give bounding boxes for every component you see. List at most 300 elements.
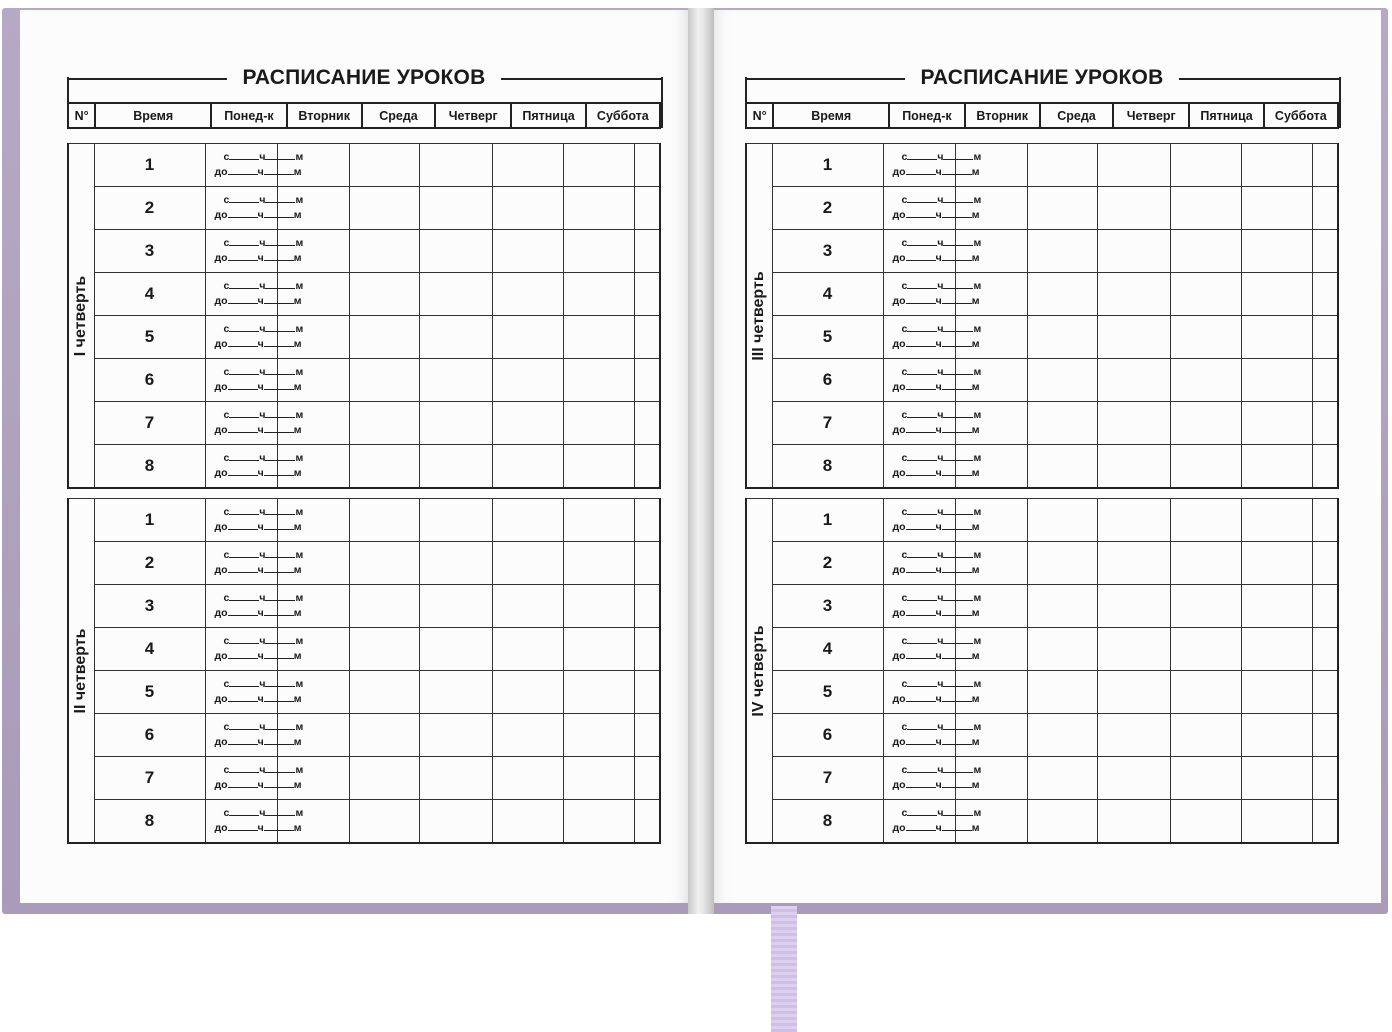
lesson-row: [746, 542, 1338, 585]
day-cell[interactable]: [563, 585, 634, 628]
blank-line: [907, 806, 937, 816]
day-cell[interactable]: [492, 585, 563, 628]
day-cell[interactable]: [1312, 273, 1338, 316]
time-cell[interactable]: [883, 499, 982, 542]
hour-label: ч: [259, 366, 266, 378]
blank-line: [264, 208, 294, 218]
time-from-line: [884, 505, 982, 520]
from-label: с: [223, 592, 230, 604]
lesson-number: 6: [772, 714, 883, 757]
time-cell[interactable]: [883, 628, 982, 671]
day-cell[interactable]: [563, 499, 634, 542]
from-label: с: [901, 764, 908, 776]
day-cell[interactable]: [563, 542, 634, 585]
time-cell[interactable]: [883, 316, 982, 359]
day-cell[interactable]: [1027, 187, 1097, 230]
day-cell[interactable]: [1312, 628, 1338, 671]
day-cell[interactable]: [1027, 714, 1097, 757]
minute-label: м: [973, 452, 982, 464]
day-cell[interactable]: [1097, 144, 1170, 187]
to-label: до: [892, 295, 906, 307]
day-cell[interactable]: [1027, 316, 1097, 359]
from-label: с: [901, 323, 908, 335]
column-header: Вторник: [287, 103, 362, 128]
day-cell[interactable]: [349, 316, 419, 359]
time-cell[interactable]: [205, 800, 304, 844]
day-cell[interactable]: [634, 542, 660, 585]
time-from-line: [206, 548, 304, 563]
day-cell[interactable]: [1241, 359, 1312, 402]
blank-line: [943, 150, 973, 160]
blank-line: [265, 763, 295, 773]
day-cell[interactable]: [1170, 187, 1241, 230]
day-cell[interactable]: [1097, 230, 1170, 273]
time-to-line: [884, 692, 980, 707]
lesson-number: 2: [772, 542, 883, 585]
lesson-row: [68, 800, 660, 844]
day-cell[interactable]: [1097, 273, 1170, 316]
day-cell[interactable]: [1241, 316, 1312, 359]
blank-line: [264, 520, 294, 530]
day-cell[interactable]: [1241, 230, 1312, 273]
blank-line: [942, 466, 972, 476]
day-cell[interactable]: [563, 230, 634, 273]
hour-label: ч: [257, 338, 264, 350]
day-cell[interactable]: [1097, 542, 1170, 585]
day-cell[interactable]: [492, 800, 563, 844]
day-cell[interactable]: [492, 359, 563, 402]
day-cell[interactable]: [349, 671, 419, 714]
minute-label: м: [295, 721, 304, 733]
blank-line: [229, 677, 259, 687]
blank-line: [265, 548, 295, 558]
time-cell[interactable]: [883, 359, 982, 402]
lesson-number: 5: [94, 316, 205, 359]
day-cell[interactable]: [1170, 402, 1241, 445]
blank-line: [265, 591, 295, 601]
day-cell[interactable]: [1097, 585, 1170, 628]
day-cell[interactable]: [1027, 230, 1097, 273]
time-cell[interactable]: [883, 445, 982, 489]
day-cell[interactable]: [563, 316, 634, 359]
lesson-number: 6: [94, 359, 205, 402]
blank-line: [906, 821, 936, 831]
quarter-label-cell: [68, 144, 94, 489]
day-cell[interactable]: [419, 499, 492, 542]
day-cell[interactable]: [634, 757, 660, 800]
blank-line: [906, 380, 936, 390]
blank-line: [228, 251, 258, 261]
day-cell[interactable]: [1027, 445, 1097, 489]
column-header: Суббота: [586, 103, 660, 128]
day-cell[interactable]: [349, 273, 419, 316]
day-cell[interactable]: [1170, 144, 1241, 187]
day-cell[interactable]: [349, 144, 419, 187]
day-cell[interactable]: [1170, 714, 1241, 757]
to-label: до: [892, 338, 906, 350]
hour-label: ч: [259, 452, 266, 464]
day-cell[interactable]: [349, 499, 419, 542]
blank-line: [906, 563, 936, 573]
time-from-line: [884, 548, 982, 563]
day-cell[interactable]: [1241, 628, 1312, 671]
day-cell[interactable]: [1312, 542, 1338, 585]
day-cell[interactable]: [1170, 316, 1241, 359]
time-cell[interactable]: [883, 800, 982, 844]
day-cell[interactable]: [1170, 499, 1241, 542]
lesson-number: 4: [772, 628, 883, 671]
blank-line: [229, 279, 259, 289]
minute-label: м: [293, 521, 302, 533]
day-cell[interactable]: [349, 800, 419, 844]
day-cell[interactable]: [1312, 499, 1338, 542]
minute-label: м: [973, 366, 982, 378]
to-label: до: [214, 209, 228, 221]
lesson-number: 5: [772, 671, 883, 714]
day-cell[interactable]: [1312, 671, 1338, 714]
day-cell[interactable]: [1027, 800, 1097, 844]
day-cell[interactable]: [1241, 800, 1312, 844]
day-cell[interactable]: [1312, 187, 1338, 230]
day-cell[interactable]: [1241, 542, 1312, 585]
time-from-line: [206, 150, 304, 165]
day-cell[interactable]: [1097, 714, 1170, 757]
time-from-line: [206, 408, 304, 423]
day-cell[interactable]: [492, 187, 563, 230]
day-cell[interactable]: [419, 144, 492, 187]
lesson-row: [746, 230, 1338, 273]
hour-label: ч: [935, 252, 942, 264]
blank-line: [265, 720, 295, 730]
blank-line: [228, 692, 258, 702]
day-cell[interactable]: [1027, 273, 1097, 316]
time-to-line: [206, 563, 302, 578]
day-cell[interactable]: [634, 402, 660, 445]
hour-label: ч: [937, 721, 944, 733]
day-cell[interactable]: [1170, 542, 1241, 585]
day-cell[interactable]: [419, 230, 492, 273]
time-from-line: [884, 408, 982, 423]
blank-line: [907, 236, 937, 246]
blank-line: [906, 692, 936, 702]
day-cell[interactable]: [419, 316, 492, 359]
time-to-line: [884, 649, 980, 664]
day-cell[interactable]: [492, 273, 563, 316]
minute-label: м: [293, 650, 302, 662]
from-label: с: [901, 452, 908, 464]
day-cell[interactable]: [1027, 585, 1097, 628]
time-cell[interactable]: [205, 757, 304, 800]
day-cell[interactable]: [1312, 402, 1338, 445]
minute-label: м: [973, 549, 982, 561]
day-cell[interactable]: [563, 671, 634, 714]
minute-label: м: [293, 166, 302, 178]
day-cell[interactable]: [1241, 445, 1312, 489]
day-cell[interactable]: [492, 230, 563, 273]
time-to-line: [884, 337, 980, 352]
day-cell[interactable]: [1027, 402, 1097, 445]
day-cell[interactable]: [1097, 628, 1170, 671]
time-cell[interactable]: [883, 230, 982, 273]
blank-line: [907, 763, 937, 773]
time-cell[interactable]: [883, 187, 982, 230]
lesson-number: 1: [94, 499, 205, 542]
day-cell[interactable]: [419, 628, 492, 671]
from-label: с: [223, 452, 230, 464]
day-cell[interactable]: [1241, 499, 1312, 542]
day-cell[interactable]: [419, 714, 492, 757]
day-cell[interactable]: [1097, 499, 1170, 542]
day-cell[interactable]: [419, 359, 492, 402]
hour-label: ч: [937, 194, 944, 206]
time-cell[interactable]: [883, 402, 982, 445]
time-cell[interactable]: [205, 273, 304, 316]
quarter-label-cell: [746, 499, 772, 844]
day-cell[interactable]: [349, 628, 419, 671]
day-cell[interactable]: [1312, 445, 1338, 489]
day-cell[interactable]: [1170, 273, 1241, 316]
blank-line: [229, 806, 259, 816]
blank-line: [906, 606, 936, 616]
lesson-number: 1: [772, 144, 883, 187]
day-cell[interactable]: [1241, 585, 1312, 628]
day-cell[interactable]: [1312, 757, 1338, 800]
blank-line: [264, 735, 294, 745]
time-cell[interactable]: [205, 187, 304, 230]
minute-label: м: [293, 779, 302, 791]
day-cell[interactable]: [1027, 757, 1097, 800]
day-cell[interactable]: [1170, 585, 1241, 628]
hour-label: ч: [259, 151, 266, 163]
minute-label: м: [293, 295, 302, 307]
day-cell[interactable]: [634, 714, 660, 757]
time-cell[interactable]: [205, 628, 304, 671]
to-label: до: [214, 424, 228, 436]
time-cell[interactable]: [205, 671, 304, 714]
day-cell[interactable]: [419, 273, 492, 316]
day-cell[interactable]: [563, 359, 634, 402]
day-cell[interactable]: [1097, 187, 1170, 230]
day-cell[interactable]: [1312, 585, 1338, 628]
day-cell[interactable]: [1170, 445, 1241, 489]
day-cell[interactable]: [634, 628, 660, 671]
time-to-line: [206, 692, 302, 707]
time-cell[interactable]: [205, 499, 304, 542]
time-cell[interactable]: [205, 585, 304, 628]
blank-line: [942, 778, 972, 788]
hour-label: ч: [259, 592, 266, 604]
time-cell[interactable]: [883, 671, 982, 714]
day-cell[interactable]: [634, 144, 660, 187]
blank-line: [943, 806, 973, 816]
minute-label: м: [973, 764, 982, 776]
time-cell[interactable]: [883, 585, 982, 628]
day-cell[interactable]: [349, 585, 419, 628]
day-cell[interactable]: [1170, 757, 1241, 800]
day-cell[interactable]: [1241, 187, 1312, 230]
day-cell[interactable]: [419, 671, 492, 714]
day-cell[interactable]: [1312, 800, 1338, 844]
day-cell[interactable]: [634, 671, 660, 714]
blank-line: [907, 322, 937, 332]
minute-label: м: [293, 338, 302, 350]
day-cell[interactable]: [492, 499, 563, 542]
time-to-line: [206, 380, 302, 395]
day-cell[interactable]: [419, 757, 492, 800]
day-cell[interactable]: [492, 628, 563, 671]
day-cell[interactable]: [1027, 359, 1097, 402]
minute-label: м: [293, 736, 302, 748]
day-cell[interactable]: [1312, 359, 1338, 402]
day-cell[interactable]: [1027, 499, 1097, 542]
day-cell[interactable]: [1027, 542, 1097, 585]
day-cell[interactable]: [419, 187, 492, 230]
day-cell[interactable]: [492, 445, 563, 489]
day-cell[interactable]: [419, 542, 492, 585]
day-cell[interactable]: [1097, 359, 1170, 402]
time-cell[interactable]: [883, 542, 982, 585]
day-cell[interactable]: [634, 187, 660, 230]
day-cell[interactable]: [1241, 671, 1312, 714]
day-cell[interactable]: [419, 445, 492, 489]
quarter-grid: [745, 498, 1339, 844]
time-to-line: [884, 208, 980, 223]
day-cell[interactable]: [492, 671, 563, 714]
day-cell[interactable]: [634, 359, 660, 402]
day-cell[interactable]: [634, 800, 660, 844]
day-cell[interactable]: [1027, 144, 1097, 187]
day-cell[interactable]: [349, 187, 419, 230]
time-cell[interactable]: [205, 316, 304, 359]
day-cell[interactable]: [563, 714, 634, 757]
time-cell[interactable]: [205, 445, 304, 489]
time-to-line: [206, 423, 302, 438]
lesson-row: [68, 402, 660, 445]
lesson-row: [68, 671, 660, 714]
day-cell[interactable]: [563, 800, 634, 844]
day-cell[interactable]: [563, 628, 634, 671]
day-cell[interactable]: [349, 542, 419, 585]
day-cell[interactable]: [492, 144, 563, 187]
day-cell[interactable]: [1241, 273, 1312, 316]
day-cell[interactable]: [492, 542, 563, 585]
minute-label: м: [295, 323, 304, 335]
hour-label: ч: [257, 650, 264, 662]
day-cell[interactable]: [1027, 628, 1097, 671]
day-cell[interactable]: [563, 445, 634, 489]
day-cell[interactable]: [634, 273, 660, 316]
minute-label: м: [295, 280, 304, 292]
minute-label: м: [295, 592, 304, 604]
day-cell[interactable]: [1097, 402, 1170, 445]
column-header: Четверг: [1113, 103, 1189, 128]
day-cell[interactable]: [349, 359, 419, 402]
day-cell[interactable]: [1312, 230, 1338, 273]
day-cell[interactable]: [349, 445, 419, 489]
day-cell[interactable]: [563, 187, 634, 230]
time-cell[interactable]: [205, 402, 304, 445]
blank-line: [906, 251, 936, 261]
day-cell[interactable]: [563, 273, 634, 316]
day-cell[interactable]: [1097, 757, 1170, 800]
time-cell[interactable]: [883, 273, 982, 316]
time-cell[interactable]: [205, 359, 304, 402]
day-cell[interactable]: [492, 757, 563, 800]
day-cell[interactable]: [634, 316, 660, 359]
day-cell[interactable]: [349, 230, 419, 273]
day-cell[interactable]: [1170, 230, 1241, 273]
day-cell[interactable]: [349, 757, 419, 800]
minute-label: м: [971, 252, 980, 264]
minute-label: м: [295, 151, 304, 163]
time-cell[interactable]: [205, 542, 304, 585]
day-cell[interactable]: [1312, 316, 1338, 359]
day-cell[interactable]: [563, 757, 634, 800]
time-from-line: [206, 677, 304, 692]
day-cell[interactable]: [492, 316, 563, 359]
day-cell[interactable]: [419, 585, 492, 628]
day-cell[interactable]: [1170, 359, 1241, 402]
day-cell[interactable]: [349, 714, 419, 757]
day-cell[interactable]: [492, 714, 563, 757]
day-cell[interactable]: [1170, 628, 1241, 671]
day-cell[interactable]: [1097, 316, 1170, 359]
lesson-row: [746, 359, 1338, 402]
minute-label: м: [295, 678, 304, 690]
time-cell[interactable]: [883, 714, 982, 757]
blank-line: [265, 505, 295, 515]
day-cell[interactable]: [492, 402, 563, 445]
book-spine: [688, 8, 714, 914]
day-cell[interactable]: [1097, 800, 1170, 844]
blank-line: [228, 423, 258, 433]
day-cell[interactable]: [1097, 445, 1170, 489]
day-cell[interactable]: [634, 499, 660, 542]
day-cell[interactable]: [634, 585, 660, 628]
day-cell[interactable]: [634, 230, 660, 273]
day-cell[interactable]: [419, 402, 492, 445]
day-cell[interactable]: [1241, 402, 1312, 445]
day-cell[interactable]: [1312, 714, 1338, 757]
time-cell[interactable]: [883, 144, 982, 187]
day-cell[interactable]: [1170, 671, 1241, 714]
day-cell[interactable]: [1241, 714, 1312, 757]
minute-label: м: [973, 807, 982, 819]
day-cell[interactable]: [563, 402, 634, 445]
column-header: Пятница: [511, 103, 585, 128]
lesson-number: 7: [94, 402, 205, 445]
day-cell[interactable]: [634, 445, 660, 489]
time-cell[interactable]: [205, 230, 304, 273]
day-cell[interactable]: [1170, 800, 1241, 844]
lesson-row: [68, 316, 660, 359]
lesson-row: [68, 628, 660, 671]
from-label: с: [901, 237, 908, 249]
time-cell[interactable]: [883, 757, 982, 800]
day-cell[interactable]: [349, 402, 419, 445]
hour-label: ч: [257, 381, 264, 393]
day-cell[interactable]: [1027, 671, 1097, 714]
day-cell[interactable]: [1241, 144, 1312, 187]
day-cell[interactable]: [419, 800, 492, 844]
time-cell[interactable]: [205, 714, 304, 757]
day-cell[interactable]: [1312, 144, 1338, 187]
time-cell[interactable]: [205, 144, 304, 187]
page-title-text: РАСПИСАНИЕ УРОКОВ: [233, 66, 496, 89]
day-cell[interactable]: [1241, 757, 1312, 800]
day-cell[interactable]: [1097, 671, 1170, 714]
day-cell[interactable]: [563, 144, 634, 187]
